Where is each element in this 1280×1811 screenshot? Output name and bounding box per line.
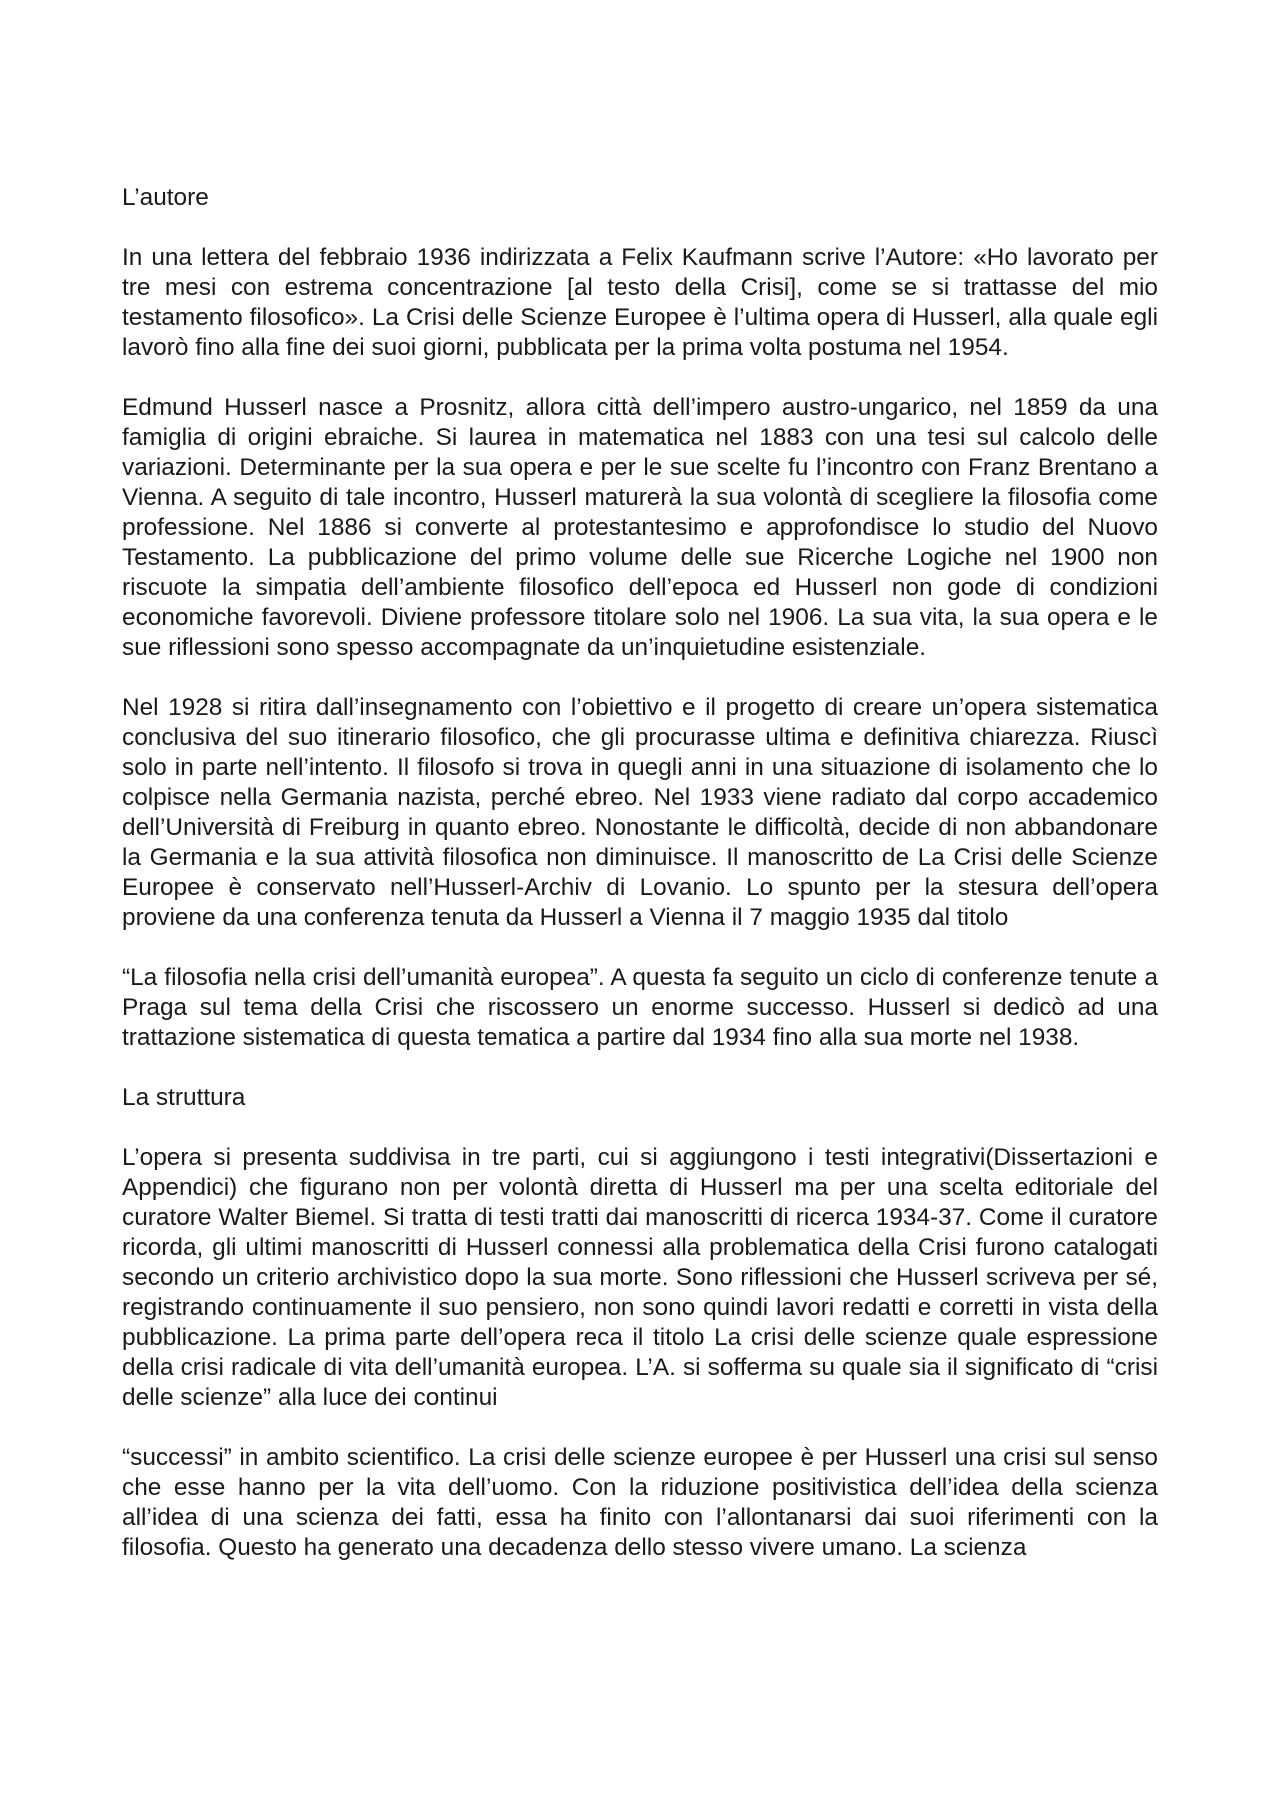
document-body bbox=[122, 183, 1158, 1563]
paragraph-conferences: “La filosofia nella crisi dell’umanità europea”. A questa fa seguito un ciclo di conferenze tenute a Praga sul tema della Crisi che riscossero un enorme successo. Husserl si dedicò ad una trattazione sistematica di questa tematica a partire dal 1934 fino alla sua morte nel 1938. bbox=[122, 964, 1158, 1051]
paragraph-biography: Edmund Husserl nasce a Prosnitz, allora città dell’impero austro-ungarico, nel 1859 da una famiglia di origini ebraiche. Si laurea in matematica nel 1883 con una tesi sul calcolo delle variazioni. Determinante per la sua opera e per le sue scelte fu l’incontro con Franz Brentano a Vienna. A seguito di tale incontro, Husserl maturerà la sua volontà di scegliere la filosofia come professione. Nel 1886 si converte al protestantesimo e approfondisce lo studio del Nuovo Testamento. La pubblicazione del primo volume delle sue Ricerche Logiche nel 1900 non riscuote la simpatia dell’ambiente filosofico dell’epoca ed Husserl non gode di condizioni economiche favorevoli. Diviene professore titolare solo nel 1906. La sua vita, la sua opera e le sue riflessioni sono spesso accompagnate da un’inquietudine esistenziale. bbox=[122, 394, 1158, 661]
section-heading-author: L’autore bbox=[122, 184, 209, 211]
section-heading-structure: La struttura bbox=[122, 1084, 246, 1111]
paragraph-letter: In una lettera del febbraio 1936 indirizzata a Felix Kaufmann scrive l’Autore: «Ho lavorato per tre mesi con estrema concentrazione [al testo della Crisi], come se si trattasse del mio testamento filosofico». La Crisi delle Scienze Europee è l’ultima opera di Husserl, alla quale egli lavorò fino alla fine dei suoi giorni, pubblicata per la prima volta postuma nel 1954. bbox=[122, 244, 1158, 361]
paragraph-structure-overview: L’opera si presenta suddivisa in tre parti, cui si aggiungono i testi integrativi(Dissertazioni e Appendici) che figurano non per volontà diretta di Husserl ma per una scelta editoriale del curatore Walter Biemel. Si tratta di testi tratti dai manoscritti di ricerca 1934-37. Come il curatore ricorda, gli ultimi manoscritti di Husserl connessi alla problematica della Crisi furono catalogati secondo un criterio archivistico dopo la sua morte. Sono riflessioni che Husserl scriveva per sé, registrando continuamente il suo pensiero, non sono quindi lavori redatti e corretti in vista della pubblicazione. La prima parte dell’opera reca il titolo La crisi delle scienze quale espressione della crisi radicale di vita dell’umanità europea. L’A. si sofferma su quale sia il significato di “crisi delle scienze” alla luce dei continui bbox=[122, 1144, 1158, 1411]
paragraph-later-years: Nel 1928 si ritira dall’insegnamento con l’obiettivo e il progetto di creare un’opera sistematica conclusiva del suo itinerario filosofico, che gli procurasse ultima e definitiva chiarezza. Riuscì solo in parte nell’intento. Il filosofo si trova in quegli anni in una situazione di isolamento che lo colpisce nella Germania nazista, perché ebreo. Nel 1933 viene radiato dal corpo accademico dell’Università di Freiburg in quanto ebreo. Nonostante le difficoltà, decide di non abbandonare la Germania e la sua attività filosofica non diminuisce. Il manoscritto de La Crisi delle Scienze Europee è conservato nell’Husserl-Archiv di Lovanio. Lo spunto per la stesura dell’opera proviene da una conferenza tenuta da Husserl a Vienna il 7 maggio 1935 dal titolo bbox=[122, 694, 1158, 931]
paragraph-crisis-of-sciences: “successi” in ambito scientifico. La crisi delle scienze europee è per Husserl una crisi sul senso che esse hanno per la vita dell’uomo. Con la riduzione positivistica dell’idea della scienza all’idea di una scienza dei fatti, essa ha finito con l’allontanarsi dai suoi riferimenti con la filosofia. Questo ha generato una decadenza dello stesso vivere umano. La scienza bbox=[122, 1444, 1158, 1561]
